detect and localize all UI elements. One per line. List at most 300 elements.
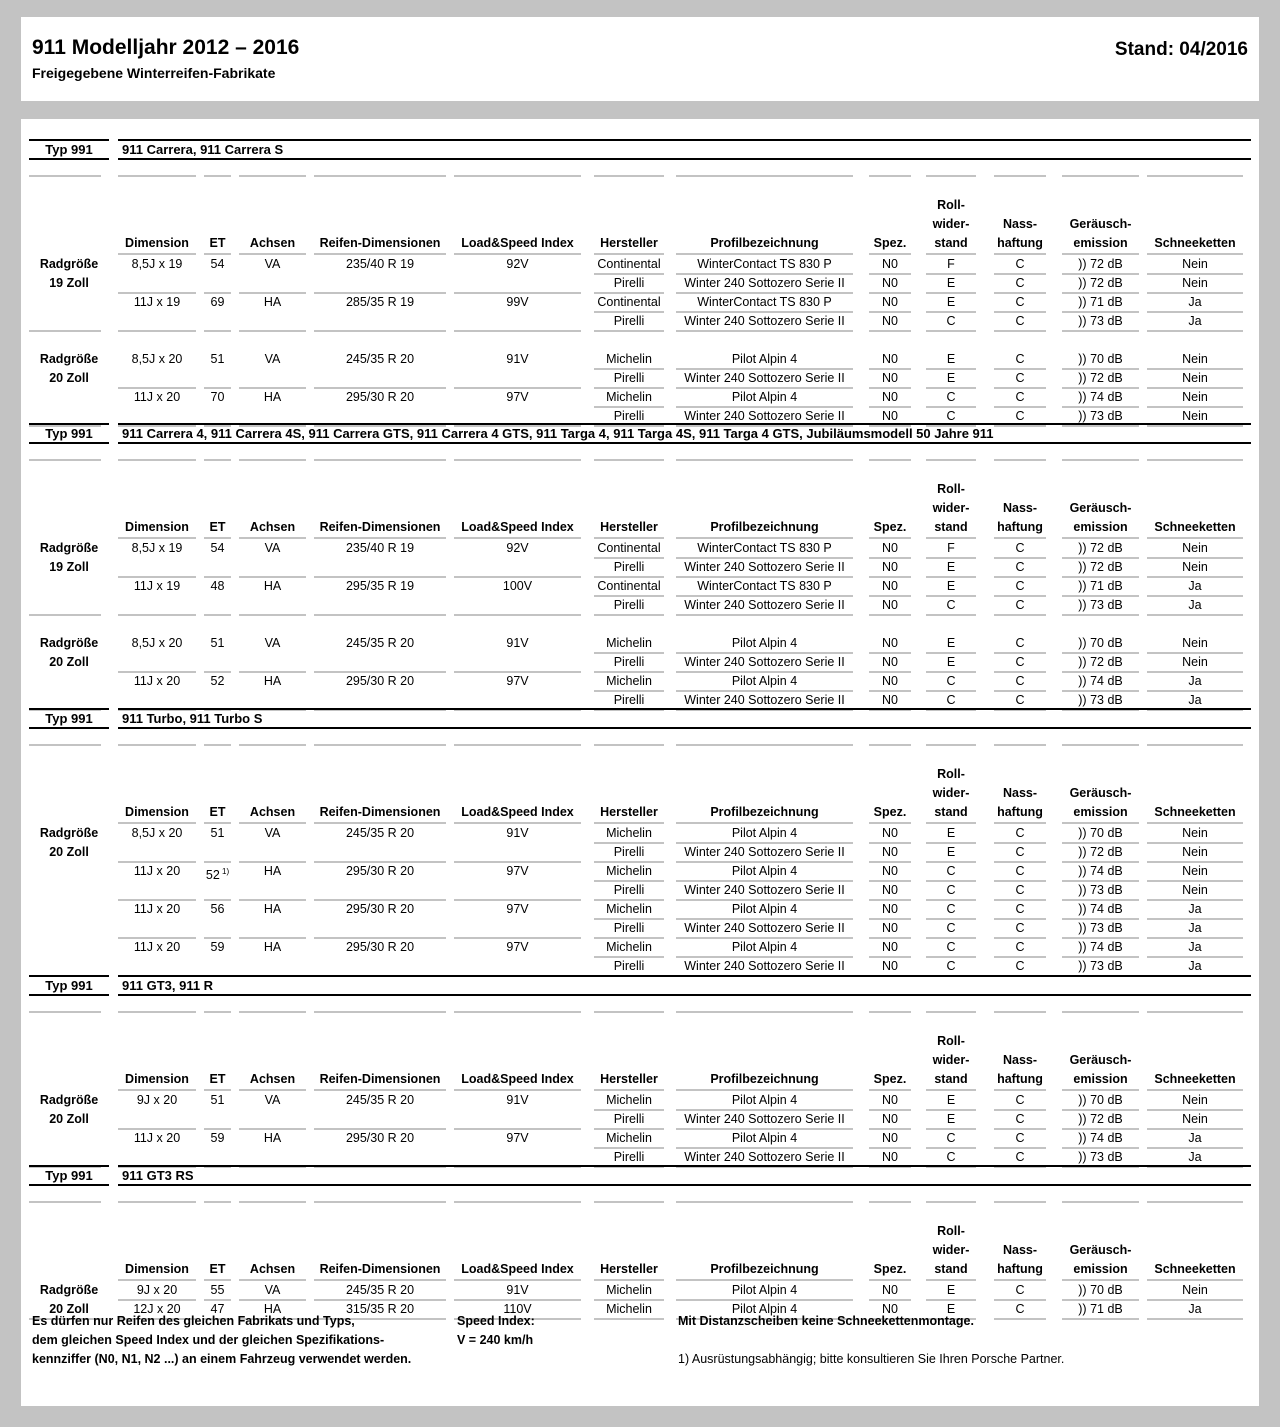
table-cell: Pilot Alpin 4 <box>731 902 798 916</box>
header-top-line <box>594 744 664 746</box>
table-cell: N0 <box>882 845 898 859</box>
table-cell: Pirelli <box>613 693 645 707</box>
row-line <box>926 330 976 332</box>
typ-label: Typ 991 <box>29 139 109 160</box>
table-cell <box>454 653 581 672</box>
speed-index-note: Speed Index: <box>457 1314 535 1328</box>
table-cell: C <box>1015 864 1025 878</box>
row-line <box>594 614 664 616</box>
table-cell <box>314 881 446 900</box>
table-cell <box>239 653 306 672</box>
row-line <box>994 1318 1046 1320</box>
column-header: Load&Speed Index <box>461 236 574 250</box>
table-cell <box>118 274 196 293</box>
table-cell: 91V <box>506 352 529 366</box>
table-cell <box>454 369 581 388</box>
row-line <box>454 614 581 616</box>
table-cell: N0 <box>882 314 898 328</box>
table-cell: 48 <box>210 579 225 593</box>
table-cell: C <box>1015 826 1025 840</box>
row-line <box>1147 330 1243 332</box>
table-cell: Winter 240 Sottozero Serie II <box>684 959 845 973</box>
table-cell: )) 72 dB <box>1078 541 1123 555</box>
table-cell <box>239 843 306 862</box>
header-top-line <box>594 1201 664 1203</box>
table-cell <box>118 558 196 577</box>
table-cell: Pilot Alpin 4 <box>731 1283 798 1297</box>
table-cell: Pirelli <box>613 883 645 897</box>
table-cell: N0 <box>882 541 898 555</box>
table-cell: Winter 240 Sottozero Serie II <box>684 845 845 859</box>
column-header: Dimension <box>125 1072 189 1086</box>
table-cell: Nein <box>1182 371 1208 385</box>
header-top-line <box>869 1201 911 1203</box>
table-cell: 295/30 R 20 <box>345 390 415 404</box>
column-header: ET <box>209 805 226 819</box>
table-cell: Pilot Alpin 4 <box>731 1302 798 1316</box>
table-cell: C <box>946 693 956 707</box>
table-cell: )) 70 dB <box>1078 1093 1123 1107</box>
table-cell: Pilot Alpin 4 <box>731 352 798 366</box>
table-cell: C <box>946 314 956 328</box>
row-line <box>676 330 853 332</box>
row-line <box>118 330 196 332</box>
table-cell: )) 74 dB <box>1078 390 1123 404</box>
header-top-line <box>454 175 581 177</box>
table-cell: Pilot Alpin 4 <box>731 636 798 650</box>
table-cell: Pilot Alpin 4 <box>731 390 798 404</box>
table-cell: 11J x 20 <box>133 864 181 878</box>
table-cell <box>454 596 581 615</box>
table-cell: E <box>946 1093 956 1107</box>
table-cell: )) 74 dB <box>1078 940 1123 954</box>
column-header: Nass- haftung <box>997 217 1043 250</box>
model-title: 911 GT3, 911 R <box>118 975 1251 996</box>
header-top-line <box>29 1201 101 1203</box>
table-cell: Winter 240 Sottozero Serie II <box>684 560 845 574</box>
table-cell <box>204 881 231 900</box>
table-cell: C <box>1015 295 1025 309</box>
table-cell: E <box>946 845 956 859</box>
table-cell: C <box>1015 579 1025 593</box>
table-cell: 52 $^{1)}$ <box>205 867 230 883</box>
footer-rule-text: Es dürfen nur Reifen des gleichen Fabrikats und Typs, <box>32 1314 355 1328</box>
table-cell: 91V <box>506 1283 529 1297</box>
table-cell: N0 <box>882 295 898 309</box>
table-cell <box>314 843 446 862</box>
table-cell <box>118 957 196 976</box>
table-cell <box>204 274 231 293</box>
column-header: Profilbezeichnung <box>710 236 819 250</box>
header-top-line <box>454 744 581 746</box>
header-top-line <box>29 1011 101 1013</box>
rim-size-label: Radgröße <box>39 636 99 650</box>
column-header: Reifen-Dimensionen <box>319 805 441 819</box>
column-header: Achsen <box>249 1262 296 1276</box>
table-cell: C <box>1015 655 1025 669</box>
column-header: Spez. <box>873 1072 907 1086</box>
header-top-line <box>204 175 231 177</box>
header-top-line <box>239 175 306 177</box>
table-cell: Pirelli <box>613 845 645 859</box>
column-header: Spez. <box>873 520 907 534</box>
table-cell <box>314 558 446 577</box>
header-top-line <box>676 459 853 461</box>
table-cell: 9J x 20 <box>136 1093 178 1107</box>
header-top-line <box>994 744 1046 746</box>
header-top-line <box>239 1011 306 1013</box>
table-cell <box>118 881 196 900</box>
header-top-line <box>926 459 976 461</box>
column-header: ET <box>209 1072 226 1086</box>
table-cell <box>454 274 581 293</box>
footer-rule-text: kennziffer (N0, N1, N2 ...) an einem Fahrzeug verwendet werden. <box>32 1352 412 1366</box>
rim-size-label: 20 Zoll <box>49 1112 89 1126</box>
table-cell: Winter 240 Sottozero Serie II <box>684 1112 845 1126</box>
header-top-line <box>926 1201 976 1203</box>
row-line <box>1147 1318 1243 1320</box>
header-top-line <box>1147 1201 1243 1203</box>
table-cell: Ja <box>1188 693 1202 707</box>
row-line <box>29 614 101 616</box>
header-top-line <box>994 459 1046 461</box>
table-cell: C <box>1015 1302 1025 1316</box>
table-cell: C <box>946 598 956 612</box>
column-header: Geräusch- emission <box>1069 501 1132 534</box>
table-cell: Winter 240 Sottozero Serie II <box>684 1150 845 1164</box>
table-cell <box>204 957 231 976</box>
table-cell: C <box>1015 541 1025 555</box>
table-cell <box>118 312 196 331</box>
table-cell: N0 <box>882 1112 898 1126</box>
table-cell: 245/35 R 20 <box>345 352 415 366</box>
table-cell: 245/35 R 20 <box>345 826 415 840</box>
table-cell: Pilot Alpin 4 <box>731 1131 798 1145</box>
table-cell: Nein <box>1182 655 1208 669</box>
header-top-line <box>314 175 446 177</box>
table-cell: 11J x 20 <box>133 674 181 688</box>
table-cell: WinterContact TS 830 P <box>697 295 832 309</box>
table-cell: 295/30 R 20 <box>345 1131 415 1145</box>
table-cell: N0 <box>882 352 898 366</box>
table-cell <box>204 558 231 577</box>
table-cell: VA <box>264 826 281 840</box>
table-cell: 97V <box>506 674 529 688</box>
header-top-line <box>994 1201 1046 1203</box>
row-line <box>204 330 231 332</box>
header-top-line <box>454 1201 581 1203</box>
typ-label: Typ 991 <box>29 708 109 729</box>
table-cell: Nein <box>1182 883 1208 897</box>
row-line <box>1147 614 1243 616</box>
table-cell: Nein <box>1182 826 1208 840</box>
table-cell: Winter 240 Sottozero Serie II <box>684 276 845 290</box>
table-cell: E <box>946 1302 956 1316</box>
table-cell <box>314 653 446 672</box>
table-cell: HA <box>263 940 282 954</box>
header-top-line <box>118 1011 196 1013</box>
table-cell: Ja <box>1188 959 1202 973</box>
table-cell: Pilot Alpin 4 <box>731 1093 798 1107</box>
table-cell: )) 74 dB <box>1078 674 1123 688</box>
table-cell <box>314 957 446 976</box>
table-cell: C <box>1015 257 1025 271</box>
header-top-line <box>594 175 664 177</box>
table-cell: Nein <box>1182 541 1208 555</box>
table-cell: Pirelli <box>613 371 645 385</box>
table-cell: Winter 240 Sottozero Serie II <box>684 693 845 707</box>
table-cell: HA <box>263 864 282 878</box>
table-cell: Winter 240 Sottozero Serie II <box>684 883 845 897</box>
table-cell: C <box>1015 883 1025 897</box>
table-cell: Pirelli <box>613 655 645 669</box>
table-cell: C <box>1015 390 1025 404</box>
table-cell: 70 <box>210 390 225 404</box>
table-cell <box>314 919 446 938</box>
table-cell: 97V <box>506 1131 529 1145</box>
table-cell: )) 70 dB <box>1078 826 1123 840</box>
header-top-line <box>926 1011 976 1013</box>
table-cell: Michelin <box>606 1131 652 1145</box>
row-line <box>118 614 196 616</box>
table-cell: 285/35 R 19 <box>345 295 415 309</box>
table-cell: Ja <box>1188 314 1202 328</box>
tire-table-card <box>21 119 1259 1406</box>
table-cell: 245/35 R 20 <box>345 1283 415 1297</box>
table-cell: )) 70 dB <box>1078 636 1123 650</box>
column-header: Nass- haftung <box>997 1243 1043 1276</box>
table-cell: Michelin <box>606 352 652 366</box>
table-cell <box>454 881 581 900</box>
table-cell: C <box>1015 636 1025 650</box>
column-header: ET <box>209 236 226 250</box>
table-cell: 56 <box>210 902 225 916</box>
table-cell: 245/35 R 20 <box>345 636 415 650</box>
header-top-line <box>118 1201 196 1203</box>
table-cell: Ja <box>1188 295 1202 309</box>
table-cell: 8,5J x 20 <box>131 352 183 366</box>
header-top-line <box>1147 175 1243 177</box>
table-cell: E <box>946 1112 956 1126</box>
table-cell <box>239 1110 306 1129</box>
column-header: ET <box>209 1262 226 1276</box>
table-cell: Ja <box>1188 1150 1202 1164</box>
table-cell: 92V <box>506 541 529 555</box>
table-cell: Pirelli <box>613 598 645 612</box>
column-header: Nass- haftung <box>997 501 1043 534</box>
header-card <box>21 17 1259 101</box>
table-cell: Michelin <box>606 940 652 954</box>
table-cell: Pilot Alpin 4 <box>731 674 798 688</box>
table-cell: Michelin <box>606 826 652 840</box>
row-line <box>869 614 911 616</box>
table-cell: N0 <box>882 883 898 897</box>
table-cell: 97V <box>506 940 529 954</box>
table-cell: N0 <box>882 959 898 973</box>
table-cell: Winter 240 Sottozero Serie II <box>684 655 845 669</box>
table-cell: Continental <box>597 579 661 593</box>
table-cell: )) 74 dB <box>1078 864 1123 878</box>
table-cell: Continental <box>597 295 661 309</box>
table-cell: Nein <box>1182 636 1208 650</box>
table-cell: Michelin <box>606 1283 652 1297</box>
table-cell: C <box>1015 598 1025 612</box>
table-cell <box>118 1110 196 1129</box>
table-cell: 11J x 20 <box>133 940 181 954</box>
table-cell: N0 <box>882 1302 898 1316</box>
table-cell: Nein <box>1182 1112 1208 1126</box>
row-line <box>1062 614 1139 616</box>
footer-rule-text: dem gleichen Speed Index und der gleichen Spezifikations- <box>32 1333 385 1347</box>
rim-size-label: Radgröße <box>39 257 99 271</box>
table-cell <box>239 919 306 938</box>
table-cell: C <box>1015 371 1025 385</box>
header-top-line <box>29 175 101 177</box>
table-cell: 51 <box>210 352 225 366</box>
header-top-line <box>204 1011 231 1013</box>
table-cell: N0 <box>882 409 898 423</box>
table-cell: Nein <box>1182 390 1208 404</box>
table-cell: N0 <box>882 864 898 878</box>
table-cell: HA <box>263 674 282 688</box>
table-cell: C <box>946 921 956 935</box>
table-cell: E <box>946 1283 956 1297</box>
header-top-line <box>1147 459 1243 461</box>
column-header: Roll- wider- stand <box>932 482 970 534</box>
table-cell: N0 <box>882 371 898 385</box>
typ-label: Typ 991 <box>29 1165 109 1186</box>
header-top-line <box>29 459 101 461</box>
header-top-line <box>1062 1011 1139 1013</box>
table-cell: )) 73 dB <box>1078 693 1123 707</box>
column-header: Nass- haftung <box>997 786 1043 819</box>
table-cell: )) 71 dB <box>1078 579 1123 593</box>
table-cell: 9J x 20 <box>136 1283 178 1297</box>
rim-size-label: Radgröße <box>39 541 99 555</box>
column-header: Reifen-Dimensionen <box>319 1262 441 1276</box>
table-cell <box>204 312 231 331</box>
table-cell: 54 <box>210 541 225 555</box>
row-line <box>314 330 446 332</box>
table-cell: C <box>1015 1112 1025 1126</box>
table-cell: Pilot Alpin 4 <box>731 826 798 840</box>
header-top-line <box>869 459 911 461</box>
table-cell: Nein <box>1182 560 1208 574</box>
table-cell: HA <box>263 390 282 404</box>
table-cell: C <box>946 1131 956 1145</box>
table-cell: N0 <box>882 1131 898 1145</box>
header-top-line <box>314 744 446 746</box>
header-top-line <box>314 1011 446 1013</box>
table-cell: C <box>946 390 956 404</box>
column-header: Dimension <box>125 1262 189 1276</box>
typ-label: Typ 991 <box>29 423 109 444</box>
column-header: Nass- haftung <box>997 1053 1043 1086</box>
table-cell: )) 73 dB <box>1078 1150 1123 1164</box>
table-cell: )) 72 dB <box>1078 1112 1123 1126</box>
table-cell: 92V <box>506 257 529 271</box>
table-cell: F <box>947 257 955 271</box>
row-line <box>676 614 853 616</box>
table-cell: )) 72 dB <box>1078 560 1123 574</box>
column-header: Hersteller <box>600 236 658 250</box>
header-top-line <box>239 1201 306 1203</box>
column-header: Profilbezeichnung <box>710 1262 819 1276</box>
table-cell: 69 <box>210 295 225 309</box>
table-cell: Ja <box>1188 1131 1202 1145</box>
table-cell: VA <box>264 1093 281 1107</box>
header-top-line <box>1062 744 1139 746</box>
table-cell: C <box>1015 560 1025 574</box>
row-line <box>239 330 306 332</box>
column-header: Roll- wider- stand <box>932 198 970 250</box>
column-header: Load&Speed Index <box>461 805 574 819</box>
stand-date: Stand: 04/2016 <box>1114 39 1248 60</box>
table-cell: )) 73 dB <box>1078 883 1123 897</box>
row-line <box>926 614 976 616</box>
table-cell: C <box>1015 1093 1025 1107</box>
table-cell: )) 73 dB <box>1078 409 1123 423</box>
rim-size-label: 20 Zoll <box>49 371 89 385</box>
column-header: Spez. <box>873 805 907 819</box>
column-header: Roll- wider- stand <box>932 1224 970 1276</box>
table-cell: 8,5J x 20 <box>131 826 183 840</box>
table-cell <box>239 596 306 615</box>
table-cell <box>118 843 196 862</box>
column-header: Dimension <box>125 805 189 819</box>
table-cell: 8,5J x 19 <box>131 257 183 271</box>
table-cell <box>239 312 306 331</box>
table-cell: Continental <box>597 541 661 555</box>
table-cell: 91V <box>506 636 529 650</box>
rim-size-label: Radgröße <box>39 1093 99 1107</box>
table-cell: 8,5J x 20 <box>131 636 183 650</box>
table-cell: C <box>946 674 956 688</box>
table-cell: HA <box>263 1302 282 1316</box>
row-line <box>29 330 101 332</box>
table-cell: C <box>946 883 956 897</box>
table-cell: Winter 240 Sottozero Serie II <box>684 598 845 612</box>
table-cell: Pilot Alpin 4 <box>731 864 798 878</box>
table-cell: Pirelli <box>613 276 645 290</box>
table-cell: )) 72 dB <box>1078 257 1123 271</box>
page-subtitle: Freigegebene Winterreifen-Fabrikate <box>32 65 276 81</box>
table-cell: )) 73 dB <box>1078 598 1123 612</box>
table-cell <box>454 558 581 577</box>
table-cell: 245/35 R 20 <box>345 1093 415 1107</box>
table-cell: Ja <box>1188 1302 1202 1316</box>
table-cell: )) 72 dB <box>1078 276 1123 290</box>
table-cell: C <box>946 902 956 916</box>
table-cell: E <box>946 826 956 840</box>
row-line <box>594 330 664 332</box>
column-header: Achsen <box>249 520 296 534</box>
header-top-line <box>676 175 853 177</box>
column-header: Schneeketten <box>1154 805 1236 819</box>
snow-chain-note: Mit Distanzscheiben keine Schneekettenmontage. <box>678 1314 974 1328</box>
table-cell: )) 74 dB <box>1078 902 1123 916</box>
table-cell: F <box>947 541 955 555</box>
table-cell: )) 72 dB <box>1078 371 1123 385</box>
table-cell <box>204 843 231 862</box>
row-line <box>239 614 306 616</box>
table-cell <box>118 369 196 388</box>
column-header: Geräusch- emission <box>1069 217 1132 250</box>
table-cell: C <box>1015 693 1025 707</box>
table-cell: )) 70 dB <box>1078 352 1123 366</box>
table-cell: )) 72 dB <box>1078 655 1123 669</box>
row-line <box>869 330 911 332</box>
